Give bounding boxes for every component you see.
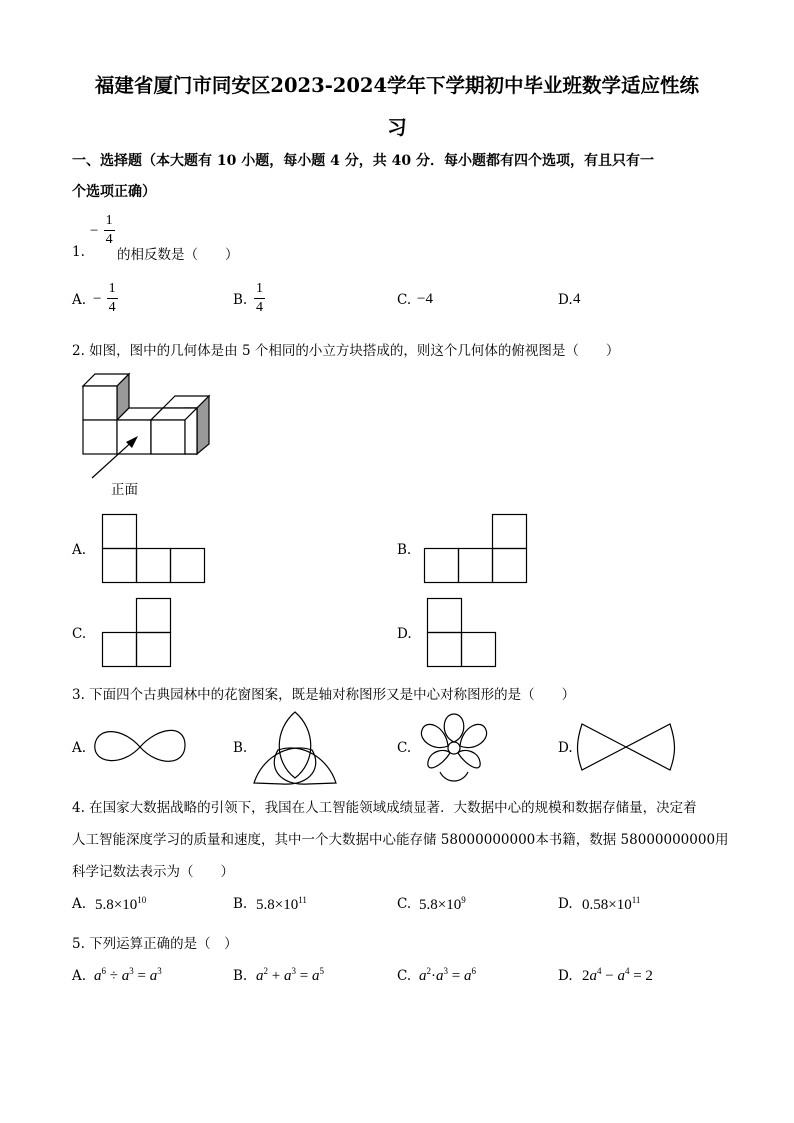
q1-option-d-label[interactable]: D. bbox=[558, 292, 573, 308]
q2-option-d-label[interactable]: D. bbox=[397, 626, 412, 642]
q4-option-a-label[interactable]: A. bbox=[72, 896, 87, 912]
q5-option-b-label[interactable]: B. bbox=[233, 968, 248, 984]
q5-option-a-label[interactable]: A. bbox=[72, 968, 87, 984]
q5-option-c[interactable]: $a^2\cdot a^3 = a^6$ bbox=[419, 966, 476, 984]
q3-option-a-label[interactable]: A. bbox=[72, 740, 87, 756]
q2-front-label: 正面 bbox=[111, 482, 138, 498]
q1-frac-den: 4 bbox=[105, 232, 113, 247]
q1-option-d[interactable]: 4 bbox=[573, 291, 581, 307]
q2-option-b-label[interactable]: B. bbox=[397, 542, 412, 558]
q4-option-c-label[interactable]: C. bbox=[397, 896, 412, 912]
q5-option-b[interactable]: $a^2 + a^3 = a^5$ bbox=[256, 966, 324, 984]
q2-cube-figure bbox=[78, 366, 218, 498]
q5-option-d[interactable]: $2a^4 - a^4 = 2$ bbox=[582, 966, 653, 984]
q4-option-b-label[interactable]: B. bbox=[233, 896, 248, 912]
q4-option-c[interactable]: $5.8\times 10^9$ bbox=[419, 895, 466, 913]
page-title-line1: 福建省厦门市同安区2023-2024学年下学期初中毕业班数学适应性练 bbox=[94, 74, 700, 97]
q3-option-c-figure[interactable] bbox=[416, 712, 492, 784]
q1-fraction bbox=[90, 214, 115, 247]
q4-option-d-label[interactable]: D. bbox=[558, 896, 573, 912]
page-title-line2: 习 bbox=[387, 116, 407, 139]
q1-text: 的相反数是（ ） bbox=[117, 247, 239, 263]
q5-option-d-label[interactable]: D. bbox=[558, 968, 573, 984]
q3-option-b-figure[interactable] bbox=[252, 710, 338, 786]
q1-option-c-label[interactable]: C. bbox=[397, 292, 412, 308]
q1-number: 1. bbox=[72, 244, 85, 260]
q1-option-c[interactable]: −4 bbox=[417, 291, 433, 307]
q4-text-line1: 4. 在国家大数据战略的引领下，我国在人工智能领域成绩显著．大数据中心的规模和数据存储量，决定着 bbox=[72, 800, 697, 816]
q1-frac-num: 1 bbox=[105, 213, 113, 228]
q2-option-a-figure[interactable] bbox=[102, 514, 206, 584]
q4-text-line2: 人工智能深度学习的质量和速度，其中一个大数据中心能存储 58000000000本书籍，数据 58000000000用 bbox=[72, 832, 729, 848]
section-header-line2: 个选项正确） bbox=[72, 184, 156, 200]
q2-text: 2. 如图，图中的几何体是由 5 个相同的小立方块搭成的，则这个几何体的俯视图是（ ） bbox=[72, 343, 620, 359]
q4-option-b[interactable]: $5.8\times 10^{11}$ bbox=[256, 895, 307, 913]
q2-option-c-label[interactable]: C. bbox=[72, 626, 87, 642]
q3-option-a-figure[interactable] bbox=[92, 722, 188, 772]
q3-option-b-label[interactable]: B. bbox=[233, 740, 248, 756]
q3-option-c-label[interactable]: C. bbox=[397, 740, 412, 756]
q2-option-c-figure[interactable] bbox=[102, 598, 172, 668]
q3-option-d-figure[interactable] bbox=[578, 720, 674, 774]
section-header-line1: 一、选择题（本大题有 10 小题，每小题 4 分，共 40 分．每小题都有四个选项，有且只有一 bbox=[72, 153, 654, 169]
q5-option-c-label[interactable]: C. bbox=[397, 968, 412, 984]
q4-text-line3: 科学记数法表示为（ ） bbox=[72, 864, 234, 880]
q1-frac-sign: − bbox=[90, 223, 99, 239]
q2-option-b-figure[interactable] bbox=[424, 514, 528, 584]
q1-option-a-label[interactable]: A. bbox=[72, 292, 87, 308]
q2-option-d-figure[interactable] bbox=[427, 598, 497, 668]
q2-option-a-label[interactable]: A. bbox=[72, 542, 87, 558]
q1-option-b-label[interactable]: B. bbox=[233, 292, 248, 308]
q4-option-d[interactable]: $0.58\times 10^{11}$ bbox=[582, 895, 641, 913]
q3-option-d-label[interactable]: D. bbox=[558, 740, 573, 756]
q5-option-a[interactable]: $a^6 \div a^3 = a^3$ bbox=[94, 966, 162, 984]
q3-text: 3. 下面四个古典园林中的花窗图案，既是轴对称图形又是中心对称图形的是（ ） bbox=[72, 687, 576, 703]
q1-option-a[interactable]: − $\frac{1}{4}$ bbox=[93, 281, 116, 315]
q1-option-b[interactable]: $\frac{1}{4}$ bbox=[256, 281, 263, 315]
q5-text: 5. 下列运算正确的是（ ） bbox=[72, 936, 238, 952]
q4-option-a[interactable]: $5.8\times 10^{10}$ bbox=[95, 895, 147, 913]
